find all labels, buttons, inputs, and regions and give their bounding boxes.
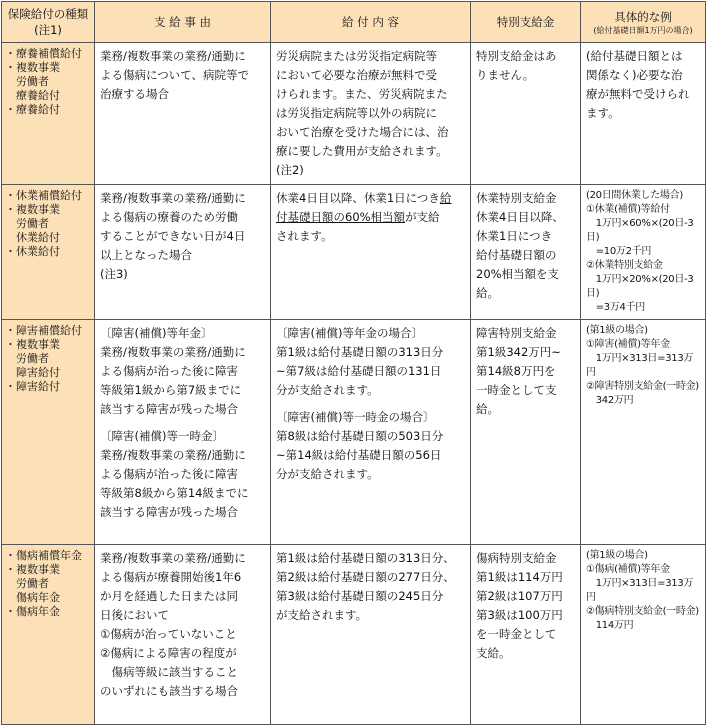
table-header-row <box>2 2 706 43</box>
reason-cell: 業務/複数事業の業務/通勤に よる傷病について、病院等で 治療する場合 <box>95 43 271 185</box>
example-cell: (20日間休業した場合) ①休業(補償)等給付 1万円×60%×(20日-3日) =10万2千円 ②休業特別支給金 1万円×20%×(20日-3日) =3万4千円 <box>581 185 706 320</box>
insurance-benefits-table <box>1 1 706 725</box>
reason-cell: 業務/複数事業の業務/通勤に よる傷病が療養開始後1年6 か月を経過した日または同 日後において ①傷病が治っていないこと ②傷病による障害の程度が 傷病等級に該当すること のいずれにも該当する場合 <box>95 545 271 725</box>
special-payment-cell: 休業特別支給金 休業4日目以降、 休業1日につき 給付基礎日額の 20%相当額を支 給。 <box>471 185 581 320</box>
example-cell: (第1級の場合) ①傷病(補償)等年金 1万円×313日=313万円 ②傷病特別支給金(一時金) 114万円 <box>581 545 706 725</box>
example-cell: (第1級の場合) ①障害(補償)等年金 1万円×313日=313万円 ②障害特別支給金(一時金) 342万円 <box>581 320 706 545</box>
content-cell: 第1級は給付基礎日額の313日分、 第2級は給付基礎日額の277日分、 第3級は給付基礎日額の245日分 が支給されます。 <box>271 545 471 725</box>
table-row <box>2 545 706 725</box>
special-payment-cell: 特別支給金はあ りません。 <box>471 43 581 185</box>
benefit-kind-cell: ・休業補償給付 ・複数事業 労働者 休業給付 ・休業給付 <box>2 185 95 320</box>
reason-cell: 業務/複数事業の業務/通勤に よる傷病の療養のため労働 することができない日が4日 以上となった場合 (注3) <box>95 185 271 320</box>
table-row <box>2 320 706 545</box>
special-payment-cell: 傷病特別支給金 第1級は114万円 第2級は107万円 第3級は100万円 を一時金として 支給。 <box>471 545 581 725</box>
example-cell: (給付基礎日額とは 関係なく)必要な治 療が無料で受けられ ます。 <box>581 43 706 185</box>
benefit-kind-cell: ・障害補償給付 ・複数事業 労働者 障害給付 ・障害給付 <box>2 320 95 545</box>
content-cell: 労災病院または労災指定病院等 において必要な治療が無料で受 けられます。また、労災病院また は労災指定病院等以外の病院に おいて治療を受けた場合には、治 療に要した費用が支給されます。 (注2) <box>271 43 471 185</box>
table-row <box>2 43 706 185</box>
header-content: 給 付 内 容 <box>271 2 471 43</box>
table-row <box>2 185 706 320</box>
content-cell: 〔障害(補償)等年金の場合〕 第1級は給付基礎日額の313日分 ~第7級は給付基礎日額の131日 分が支給されます。 〔障害(補償)等一時金の場合〕 第8級は給付基礎日額の503日分 ~第14級は給付基礎日額の56日 分が支給されます。 <box>271 320 471 545</box>
header-example: 具体的な例 (給付基礎日額1万円の場合) <box>581 2 706 43</box>
header-kind: 保険給付の種類 (注1) <box>2 2 95 43</box>
header-reason: 支 給 事 由 <box>95 2 271 43</box>
benefit-kind-cell: ・傷病補償年金 ・複数事業 労働者 傷病年金 ・傷病年金 <box>2 545 95 725</box>
special-payment-cell: 障害特別支給金 第1級342万円~ 第14級8万円を 一時金として支 給。 <box>471 320 581 545</box>
header-special: 特別支給金 <box>471 2 581 43</box>
reason-cell: 〔障害(補償)等年金〕 業務/複数事業の業務/通勤に よる傷病が治った後に障害 等級第1級から第7級までに 該当する障害が残った場合 〔障害(補償)等一時金〕 業務/複数事業の業務/通勤に よる傷病が治った後に障害 等級第8級から第14級までに 該当する障害が残った場合 <box>95 320 271 545</box>
content-cell: 休業4日目以降、休業1日につき給 付基礎日額の60%相当額が支給 されます。 <box>271 185 471 320</box>
benefit-kind-cell: ・療養補償給付 ・複数事業 労働者 療養給付 ・療養給付 <box>2 43 95 185</box>
